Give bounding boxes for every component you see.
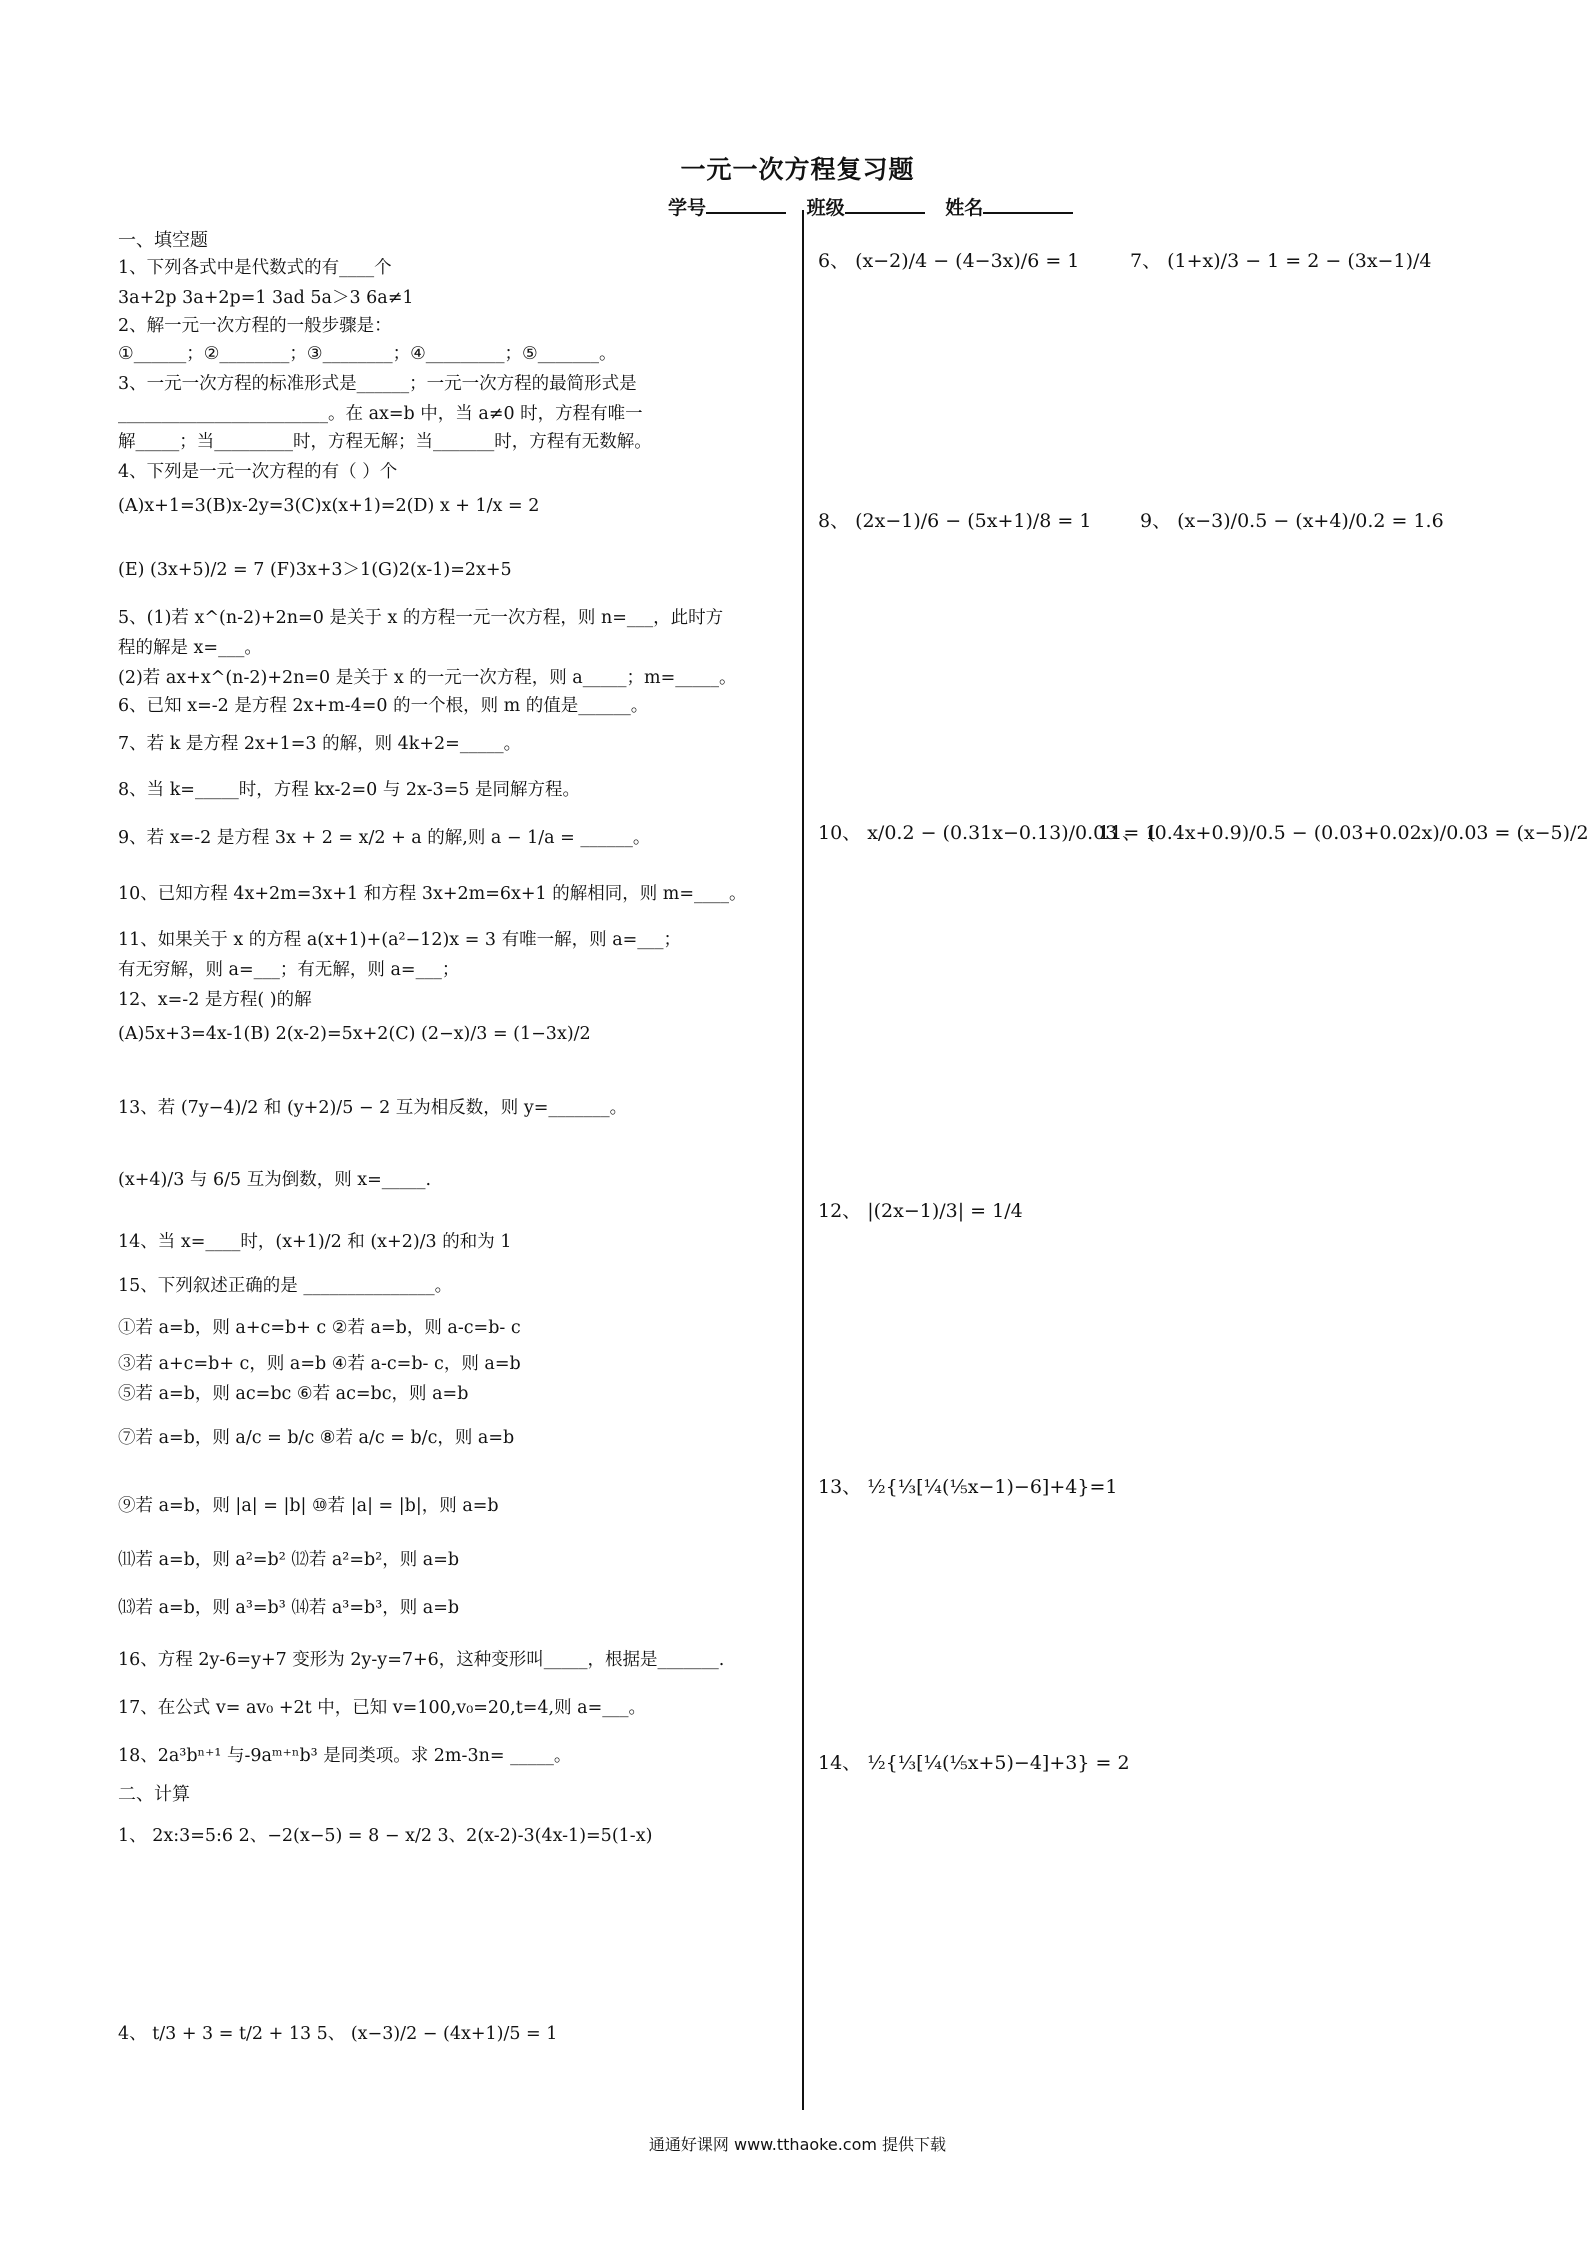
question-line: 10、已知方程 4x+2m=3x+1 和方程 3x+2m=6x+1 的解相同，则 m=____。 (118, 884, 747, 904)
question-line: ①若 a=b，则 a+c=b+ c ②若 a=b，则 a-c=b- c (118, 1318, 521, 1338)
equation-8: 8、 (2x−1)/6 − (5x+1)/8 = 1 (818, 510, 1092, 532)
field-name-label: 姓名 (945, 197, 984, 219)
question-line: 15、下列叙述正确的是 _______________。 (118, 1276, 453, 1296)
question-line: (2)若 ax+x^(n-2)+2n=0 是关于 x 的一元一次方程，则 a_____；m=_____。 (118, 668, 737, 688)
question-line: 程的解是 x=___。 (118, 638, 262, 658)
question-line: ⑾若 a=b，则 a²=b² ⑿若 a²=b²，则 a=b (118, 1550, 460, 1570)
question-line: 11、如果关于 x 的方程 a(x+1)+(a²−12)x = 3 有唯一解，则 a=___； (118, 930, 682, 950)
field-name (945, 192, 1073, 220)
field-student-no-label: 学号 (668, 197, 707, 219)
question-line: 5、(1)若 x^(n-2)+2n=0 是关于 x 的方程一元一次方程，则 n=___，此时方 (118, 608, 724, 628)
question-line: 1、下列各式中是代数式的有____个 (118, 258, 392, 278)
question-line: ________________________。在 ax=b 中，当 a≠0 时，方程有唯一 (118, 404, 643, 424)
question-line: ①______；②________；③________；④_________；⑤_______。 (118, 344, 617, 364)
question-line: (A)x+1=3(B)x-2y=3(C)x(x+1)=2(D) x + 1/x = 2 (118, 496, 540, 516)
question-line: ⑨若 a=b，则 |a| = |b| ⑩若 |a| = |b|，则 a=b (118, 1496, 499, 1516)
question-line: (E) (3x+5)/2 = 7 (F)3x+3＞1(G)2(x-1)=2x+5 (118, 560, 512, 580)
field-class-label: 班级 (806, 197, 845, 219)
question-line: 7、若 k 是方程 2x+1=3 的解，则 4k+2=_____。 (118, 734, 522, 754)
question-line: 8、当 k=_____时，方程 kx-2=0 与 2x-3=5 是同解方程。 (118, 780, 581, 800)
field-name-blank (983, 192, 1073, 214)
page-title: 一元一次方程复习题 (680, 155, 915, 184)
equation-6: 6、 (x−2)/4 − (4−3x)/6 = 1 (818, 250, 1080, 272)
question-line: 1、 2x:3=5:6 2、−2(x−5) = 8 − x/2 3、2(x-2)-3(4x-1)=5(1-x) (118, 1826, 653, 1846)
question-line: 17、在公式 v= av₀ +2t 中，已知 v=100,v₀=20,t=4,则 a=___。 (118, 1698, 647, 1718)
field-class-blank (845, 192, 925, 214)
question-line: 3a+2p 3a+2p=1 3ad 5a＞3 6a≠1 (118, 288, 414, 308)
question-line: 4、下列是一元一次方程的有（ ）个 (118, 462, 398, 482)
equation-10: 10、 x/0.2 − (0.31x−0.13)/0.03 = 1 (818, 822, 1158, 844)
section-heading-fill-blank: 一、填空题 (118, 230, 208, 251)
footer-credit: 通通好课网 www.tthaoke.com 提供下载 (648, 2135, 947, 2154)
question-line: 9、若 x=-2 是方程 3x + 2 = x/2 + a 的解,则 a − 1/a = ______。 (118, 828, 651, 848)
question-line: 14、当 x=____时，(x+1)/2 和 (x+2)/3 的和为 1 (118, 1232, 512, 1252)
question-line: 2、解一元一次方程的一般步骤是： (118, 316, 392, 336)
equation-14: 14、 ½{⅓[¼(⅕x+5)−4]+3} = 2 (818, 1752, 1130, 1774)
question-line: (x+4)/3 与 6/5 互为倒数，则 x=_____. (118, 1170, 432, 1190)
question-line: 12、x=-2 是方程( )的解 (118, 990, 312, 1010)
question-line: (A)5x+3=4x-1(B) 2(x-2)=5x+2(C) (2−x)/3 = (1−3x)/2 (118, 1024, 591, 1044)
section-heading-calculate: 二、计算 (118, 1784, 190, 1805)
equation-11: 11、 (0.4x+0.9)/0.5 − (0.03+0.02x)/0.03 = (x−5)/2 (1098, 822, 1589, 844)
question-line: 4、 t/3 + 3 = t/2 + 13 5、 (x−3)/2 − (4x+1)/5 = 1 (118, 2024, 558, 2044)
equation-12: 12、 |(2x−1)/3| = 1/4 (818, 1200, 1023, 1222)
question-line: 3、一元一次方程的标准形式是______；一元一次方程的最简形式是 (118, 374, 637, 394)
question-line: 13、若 (7y−4)/2 和 (y+2)/5 − 2 互为相反数，则 y=_______。 (118, 1098, 628, 1118)
equation-7: 7、 (1+x)/3 − 1 = 2 − (3x−1)/4 (1130, 250, 1432, 272)
column-divider (802, 210, 804, 2110)
question-line: ⒀若 a=b，则 a³=b³ ⒁若 a³=b³，则 a=b (118, 1598, 460, 1618)
field-student-no (668, 192, 786, 220)
student-info-fields (668, 192, 1087, 220)
question-line: 18、2a³bⁿ⁺¹ 与-9aᵐ⁺ⁿb³ 是同类项。求 2m-3n= _____。 (118, 1746, 572, 1766)
field-class (807, 192, 925, 220)
question-line: ③若 a+c=b+ c，则 a=b ④若 a-c=b- c，则 a=b (118, 1354, 521, 1374)
equation-9: 9、 (x−3)/0.5 − (x+4)/0.2 = 1.6 (1140, 510, 1444, 532)
equation-13: 13、 ½{⅓[¼(⅕x−1)−6]+4}=1 (818, 1476, 1118, 1498)
question-line: 16、方程 2y-6=y+7 变形为 2y-y=7+6，这种变形叫_____，根据是_______. (118, 1650, 725, 1670)
question-line: 有无穷解，则 a=___；有无解，则 a=___； (118, 960, 460, 980)
field-student-no-blank (706, 192, 786, 214)
question-line: ⑦若 a=b，则 a/c = b/c ⑧若 a/c = b/c，则 a=b (118, 1428, 515, 1448)
question-line: ⑤若 a=b，则 ac=bc ⑥若 ac=bc，则 a=b (118, 1384, 469, 1404)
question-line: 6、已知 x=-2 是方程 2x+m-4=0 的一个根，则 m 的值是______。 (118, 696, 649, 716)
question-line: 解_____；当_________时，方程无解；当_______时，方程有无数解。 (118, 432, 652, 452)
